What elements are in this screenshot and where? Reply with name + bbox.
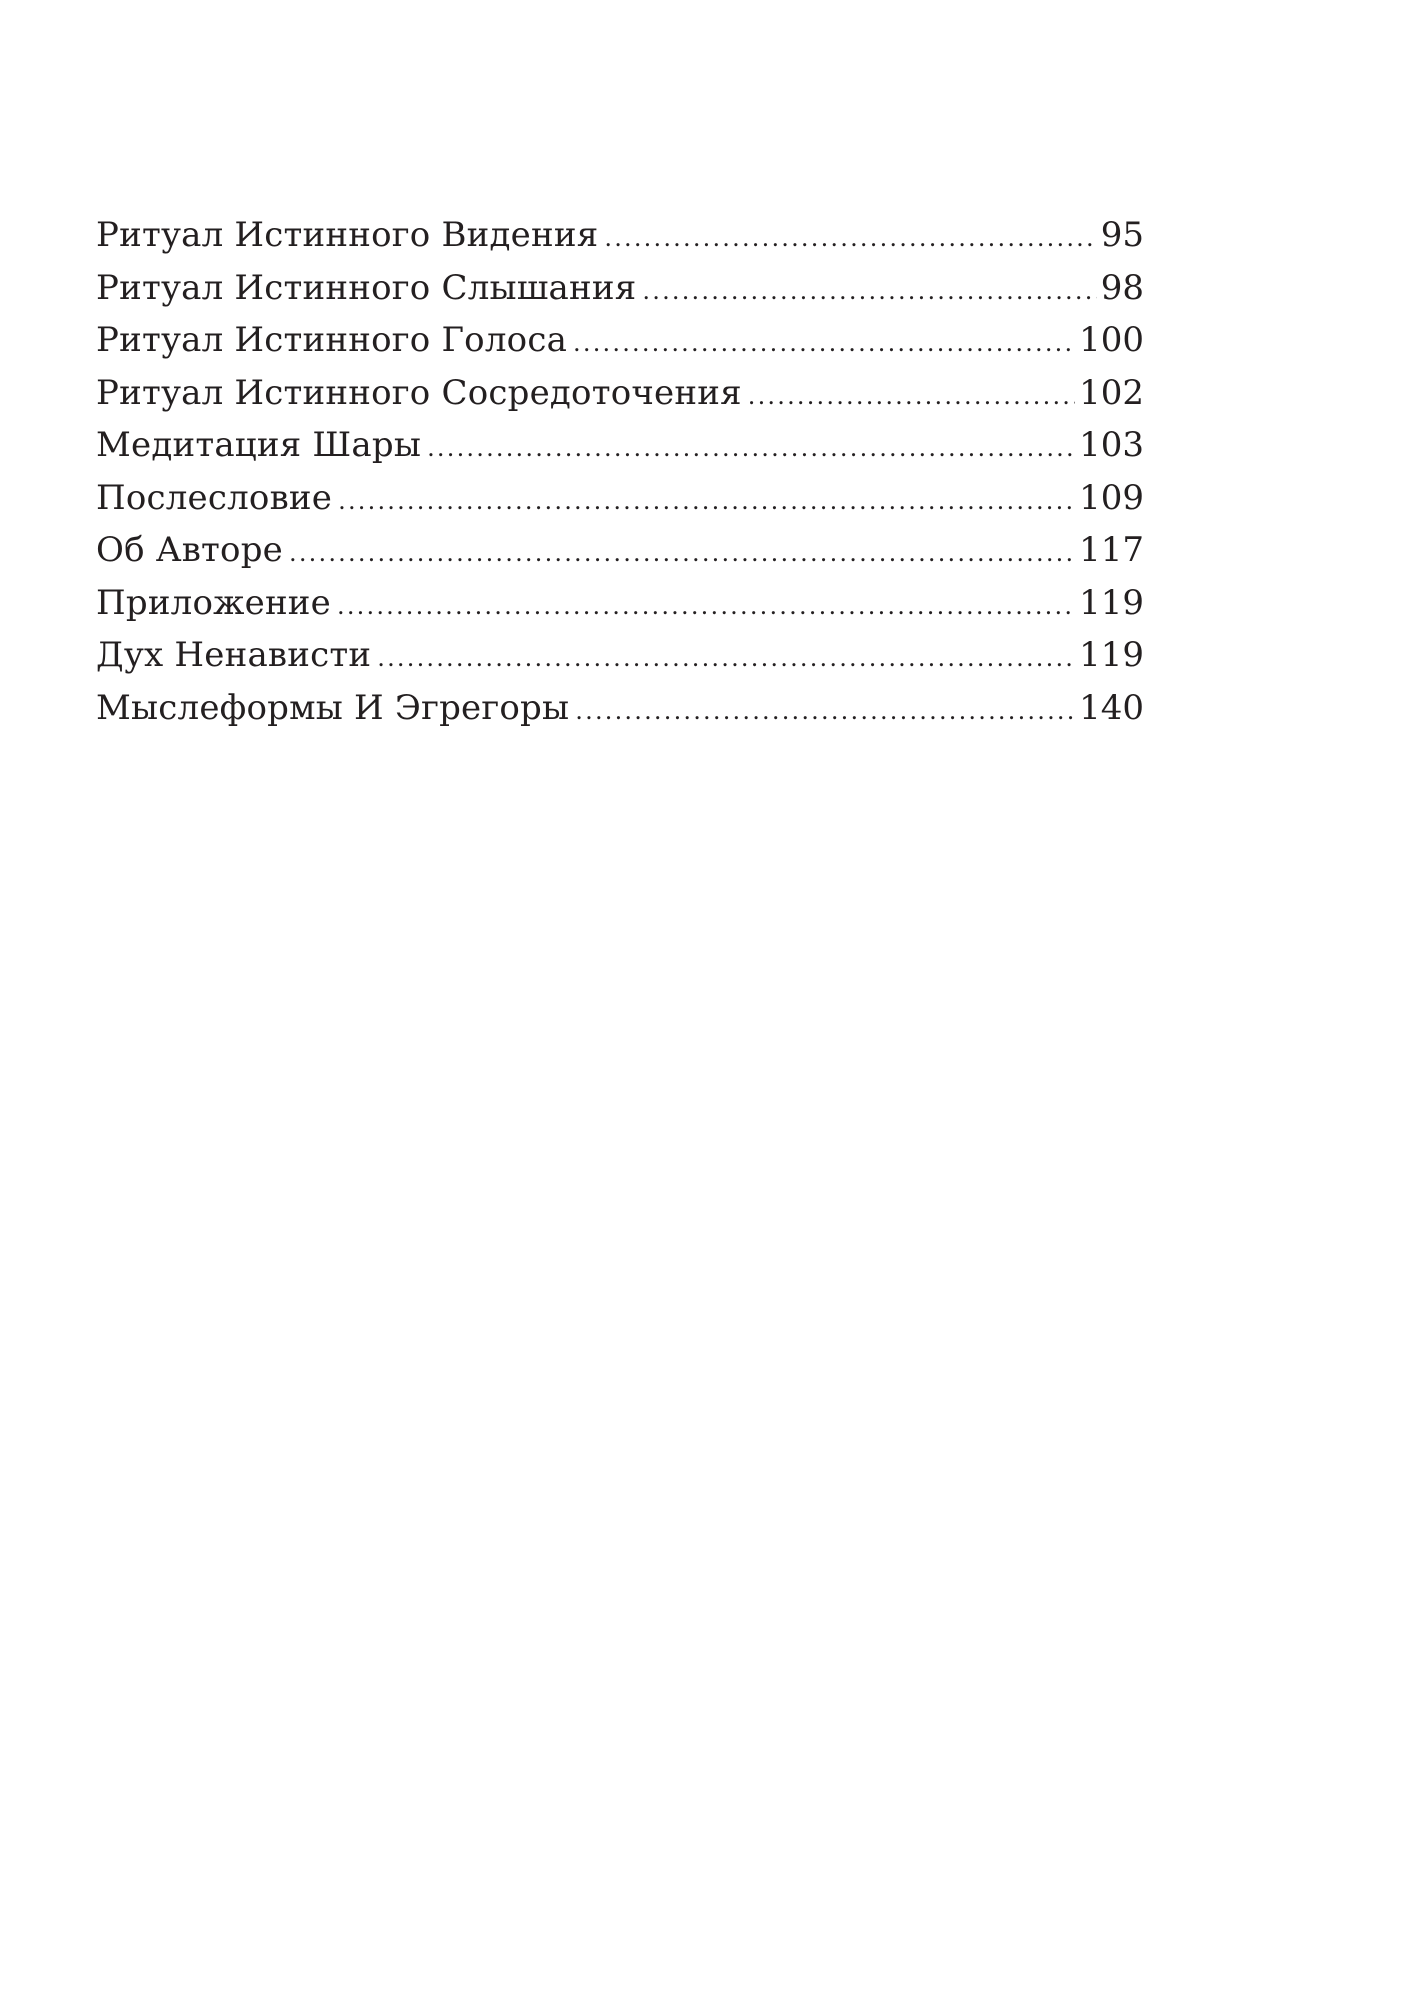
toc-entry-page-number: 117 bbox=[1079, 530, 1144, 570]
toc-dot-leader bbox=[642, 265, 1096, 318]
toc-dot-leader bbox=[337, 580, 1075, 633]
toc-entry-title: Об Авторе bbox=[96, 530, 284, 570]
toc-dot-leader bbox=[338, 475, 1075, 528]
toc-entry-title: Ритуал Истинного Голоса bbox=[96, 320, 568, 360]
toc-entry bbox=[96, 367, 1144, 420]
toc-entry bbox=[96, 524, 1144, 577]
toc-entry-title: Приложение bbox=[96, 582, 331, 623]
toc-dot-leader bbox=[575, 685, 1075, 738]
toc-entry-title: Послесловие bbox=[96, 477, 333, 518]
toc-entry-page-number: 100 bbox=[1079, 320, 1144, 360]
toc-entry-page-number: 119 bbox=[1079, 635, 1144, 675]
toc-entry bbox=[96, 682, 1144, 735]
toc-dot-leader bbox=[604, 212, 1096, 265]
toc-entry-page-number: 102 bbox=[1079, 372, 1144, 413]
toc-dot-leader bbox=[377, 632, 1075, 685]
toc-dot-leader bbox=[573, 317, 1075, 370]
toc-entry-page-number: 98 bbox=[1100, 267, 1144, 308]
toc-entry bbox=[96, 419, 1144, 472]
toc-entry-title: Ритуал Истинного Сосредоточения bbox=[96, 372, 742, 413]
table-of-contents bbox=[96, 209, 1144, 734]
toc-entry bbox=[96, 472, 1144, 525]
toc-entry bbox=[96, 577, 1144, 630]
toc-entry-title: Мыслеформы И Эгрегоры bbox=[96, 687, 570, 728]
toc-dot-leader bbox=[289, 527, 1075, 580]
toc-entry-page-number: 140 bbox=[1079, 687, 1144, 728]
toc-entry bbox=[96, 209, 1144, 262]
toc-entry-page-number: 109 bbox=[1079, 477, 1144, 518]
toc-entry bbox=[96, 629, 1144, 682]
toc-dot-leader bbox=[427, 422, 1075, 475]
toc-entry-title: Медитация Шары bbox=[96, 425, 422, 465]
toc-entry-page-number: 119 bbox=[1079, 582, 1144, 623]
toc-entry-page-number: 103 bbox=[1079, 425, 1144, 465]
toc-entry-title: Ритуал Истинного Видения bbox=[96, 215, 599, 255]
toc-entry-title: Дух Ненависти bbox=[96, 635, 372, 675]
toc-entry bbox=[96, 262, 1144, 315]
toc-entry-page-number: 95 bbox=[1100, 215, 1144, 255]
toc-entry-title: Ритуал Истинного Слышания bbox=[96, 267, 637, 308]
toc-dot-leader bbox=[748, 370, 1075, 423]
toc-entry bbox=[96, 314, 1144, 367]
